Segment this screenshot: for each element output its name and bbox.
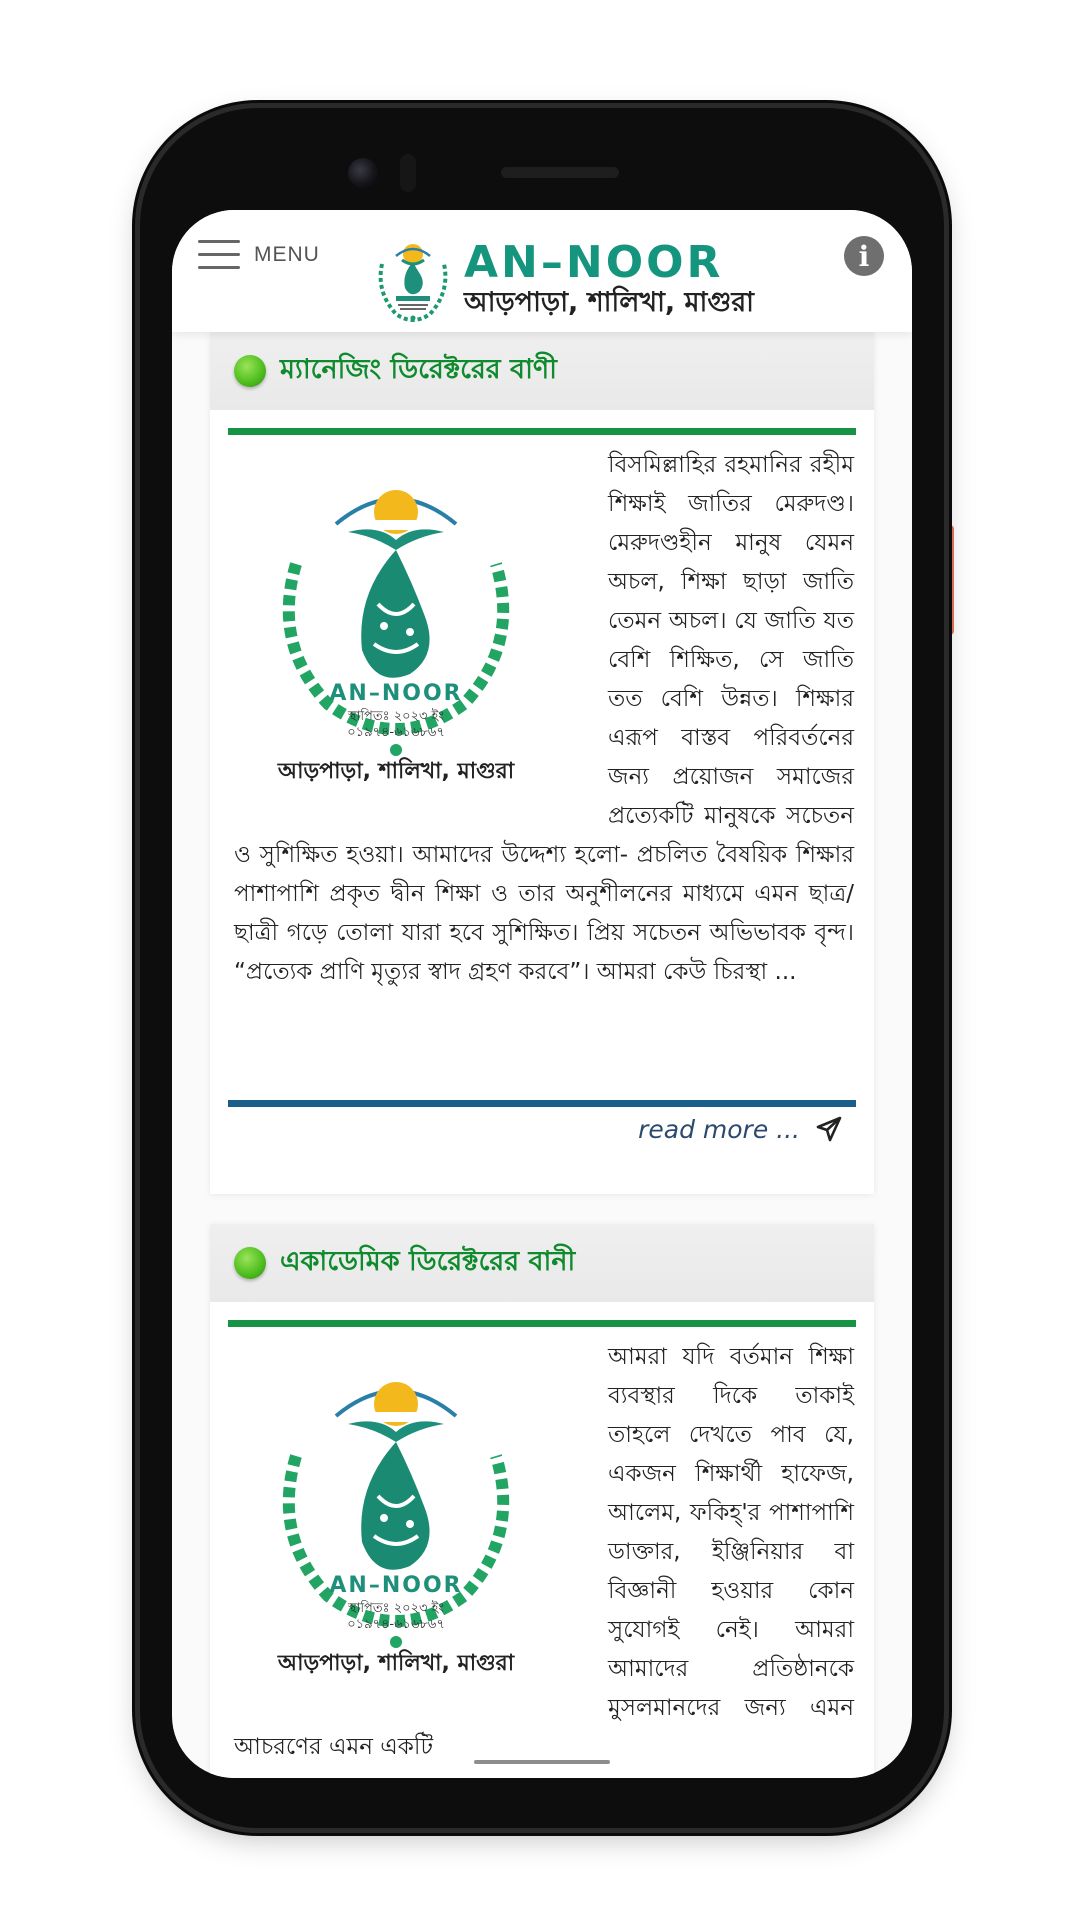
- card-title: ম্যানেজিং ডিরেক্টরের বাণী: [280, 353, 557, 385]
- logo-phone: ০১৯৭৪-৬১৬৮৬৭: [347, 725, 445, 740]
- green-dot-icon: [234, 1247, 266, 1279]
- divider: [228, 1100, 856, 1107]
- read-more-label: read more ...: [638, 1114, 800, 1144]
- logo-established: স্থাপিতঃ ২০২৩ ইং: [347, 709, 445, 724]
- card-header: [210, 332, 874, 410]
- brand-subtitle: আড়পাড়া, শালিখা, মাগুরা: [464, 287, 755, 318]
- message-text: [234, 446, 854, 992]
- app-header: [172, 210, 912, 332]
- logo-established: স্থাপিতঃ ২০২৩ ইং: [347, 1601, 445, 1616]
- hamburger-icon: [198, 240, 240, 270]
- brand-logo[interactable]: [372, 232, 754, 328]
- home-indicator[interactable]: [474, 1760, 610, 1764]
- message-text: [234, 1338, 854, 1767]
- earpiece-speaker: [501, 167, 619, 178]
- front-camera: [348, 158, 378, 188]
- send-arrow-icon: [814, 1114, 844, 1144]
- message-body: আমরা যদি বর্তমান শিক্ষা ব্যবস্থার দিকে তাকাই তাহলে দেখতে পাব যে, একজন শিক্ষার্থী হাফেজ, আলেম, ফকিহ্'র পাশাপাশি ডাক্তার, ইঞ্জিনিয়ার বা বিজ্ঞানী হওয়ার কোন সুযোগই নেই। আমরা আমাদের প্রতিষ্ঠানকে মুসলমানদের জন্য এমন আচরণের এমন একটি: [234, 1344, 854, 1760]
- an-noor-emblem-icon: [372, 234, 454, 326]
- card-title: একাডেমিক ডিরেক্টরের বানী: [280, 1245, 576, 1277]
- green-dot-icon: [234, 355, 266, 387]
- managing-director-message-card: [210, 332, 874, 1194]
- academic-director-message-card: [210, 1224, 874, 1778]
- message-body: বিসমিল্লাহির রহমানির রহীম শিক্ষাই জাতির মেরুদণ্ড। মেরুদণ্ডহীন মানুষ যেমন অচল, শিক্ষা ছাড়া জাতি তেমন অচল। যে জাতি যত বেশি শিক্ষিত, সে জাতি তত বেশি উন্নত। শিক্ষার এরূপ বাস্তব পরিবর্তনের জন্য প্রয়োজন সমাজের প্রত্যেকটি মানুষকে সচেতন ও সুশিক্ষিত হওয়া। আমাদের উদ্দেশ্য হলো- প্রচলিত বৈষয়িক শিক্ষার পাশাপাশি প্রকৃত দ্বীন শিক্ষা ও তার অনুশীলনের মাধ্যমে এমন ছাত্র/ছাত্রী গড়ে তোলা যারা হবে সুশিক্ষিত। প্রিয় সচেতন অভিভাবক বৃন্দ। “প্রত্যেক প্রাণি মৃত্যুর স্বাদ গ্রহণ করবে”। আমরা কেউ চিরস্থা ...: [234, 452, 854, 985]
- logo-location: আড়পাড়া, শালিখা, মাগুরা: [277, 759, 515, 782]
- volume-button: [944, 740, 952, 955]
- power-button: [944, 525, 954, 635]
- card-header: [210, 1224, 874, 1302]
- divider: [228, 428, 856, 435]
- phone-screen: [172, 210, 912, 1778]
- divider: [228, 1320, 856, 1327]
- read-more-link[interactable]: [638, 1114, 844, 1144]
- menu-button[interactable]: [198, 238, 320, 272]
- brand-title: AN–NOOR: [464, 237, 724, 288]
- logo-name: AN–NOOR: [329, 681, 463, 706]
- proximity-sensor: [400, 154, 416, 192]
- logo-location: আড়পাড়া, শালিখা, মাগুরা: [277, 1651, 515, 1674]
- info-icon[interactable]: i: [844, 236, 884, 276]
- menu-label: MENU: [254, 243, 320, 266]
- logo-phone: ০১৯৭৪-৬১৬৮৬৭: [347, 1617, 445, 1632]
- logo-name: AN–NOOR: [329, 1573, 463, 1598]
